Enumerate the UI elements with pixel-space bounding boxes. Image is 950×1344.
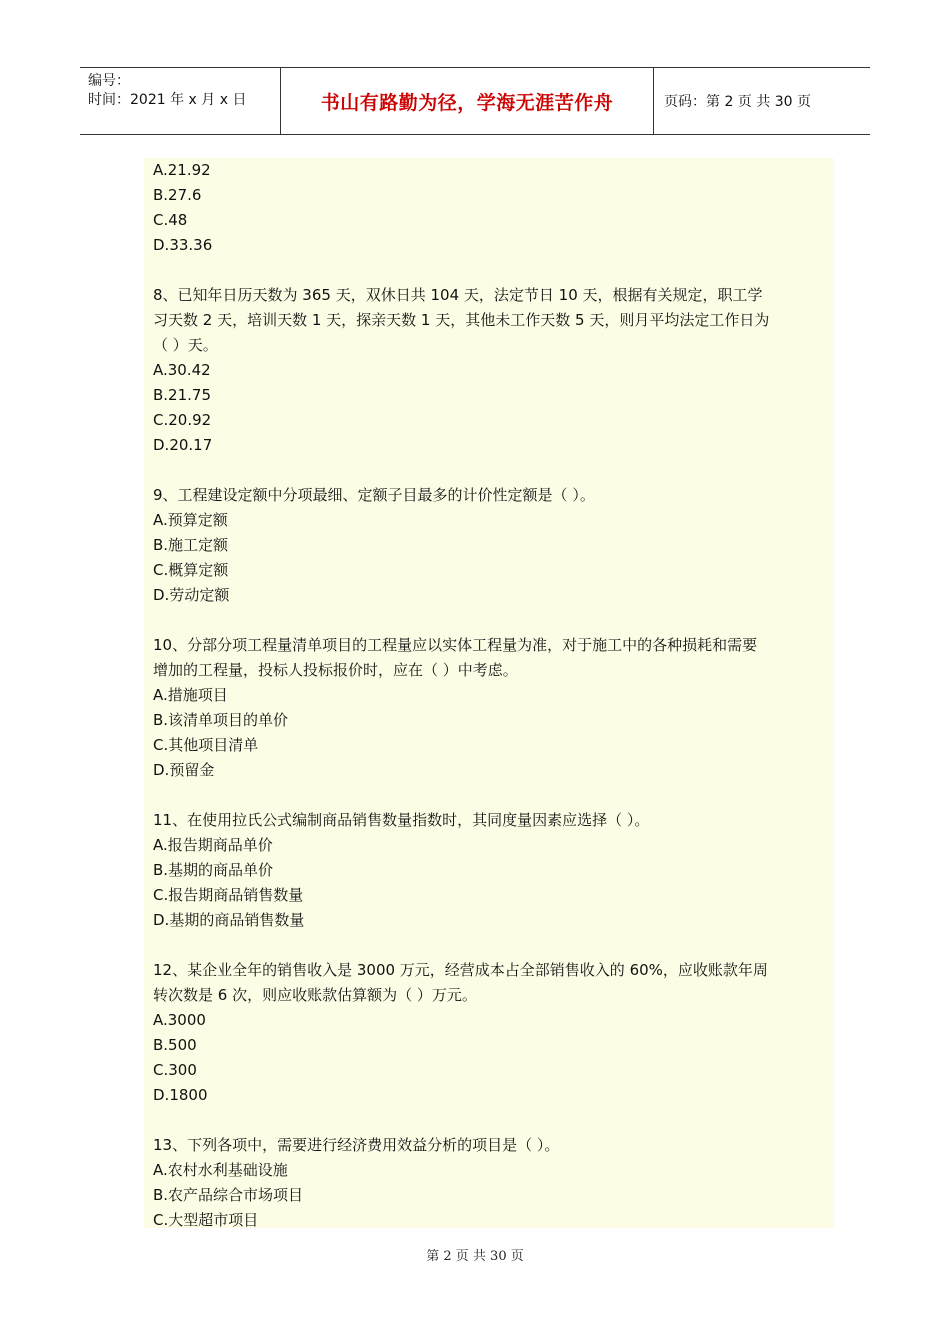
option: C.48 bbox=[153, 211, 188, 229]
option: D.基期的商品销售数量 bbox=[153, 911, 305, 929]
option: A.预算定额 bbox=[153, 511, 228, 529]
option: D.劳动定额 bbox=[153, 586, 230, 604]
previous-question-options bbox=[153, 158, 825, 258]
question-stem: 10、分部分项工程量清单项目的工程量应以实体工程量为准，对于施工中的各种损耗和需要 bbox=[153, 636, 758, 654]
option: A.3000 bbox=[153, 1011, 206, 1029]
question-11 bbox=[153, 808, 825, 933]
option: A.农村水利基础设施 bbox=[153, 1161, 288, 1179]
option: A.报告期商品单价 bbox=[153, 836, 273, 854]
question-10 bbox=[153, 633, 825, 783]
option: D.1800 bbox=[153, 1086, 208, 1104]
question-8 bbox=[153, 283, 825, 458]
option: C.20.92 bbox=[153, 411, 212, 429]
option: B.施工定额 bbox=[153, 536, 229, 554]
question-9 bbox=[153, 483, 825, 608]
option: C.报告期商品销售数量 bbox=[153, 886, 304, 904]
option: C.300 bbox=[153, 1061, 197, 1079]
page-footer: 第 2 页 共 30 页 bbox=[426, 1249, 524, 1264]
question-stem: 8、已知年日历天数为 365 天，双休日共 104 天，法定节日 10 天，根据有关规定，职工学 bbox=[153, 286, 763, 304]
question-stem: 12、某企业全年的销售收入是 3000 万元，经营成本占全部销售收入的 60%，应收账款年周 bbox=[153, 961, 768, 979]
header-page-code: 页码：第 2 页 共 30 页 bbox=[664, 94, 811, 110]
option: B.500 bbox=[153, 1036, 197, 1054]
header-meta bbox=[80, 68, 281, 134]
question-stem: 13、下列各项中，需要进行经济费用效益分析的项目是（ ）。 bbox=[153, 1136, 560, 1154]
question-stem: 习天数 2 天，培训天数 1 天，探亲天数 1 天，其他未工作天数 5 天，则月平均法定工作日为 bbox=[153, 311, 770, 329]
option: C.大型超市项目 bbox=[153, 1211, 259, 1229]
header-motto: 书山有路勤为径，学海无涯苦作舟 bbox=[281, 68, 654, 134]
option: C.概算定额 bbox=[153, 561, 229, 579]
option: B.该清单项目的单价 bbox=[153, 711, 289, 729]
option: A.30.42 bbox=[153, 361, 211, 379]
question-stem: 增加的工程量，投标人投标报价时，应在（ ）中考虑。 bbox=[153, 661, 518, 679]
option: B.21.75 bbox=[153, 386, 212, 404]
option: D.20.17 bbox=[153, 436, 213, 454]
question-stem: （ ）天。 bbox=[153, 336, 218, 354]
option: A.21.92 bbox=[153, 161, 211, 179]
option: C.其他项目清单 bbox=[153, 736, 259, 754]
question-stem: 11、在使用拉氏公式编制商品销售数量指数时，其同度量因素应选择（ ）。 bbox=[153, 811, 650, 829]
question-stem: 转次数是 6 次，则应收账款估算额为（ ）万元。 bbox=[153, 986, 477, 1004]
number-label: 编号： bbox=[88, 73, 130, 89]
question-12 bbox=[153, 958, 825, 1108]
option: B.27.6 bbox=[153, 186, 202, 204]
time-label: 时间：2021 年 x 月 x 日 bbox=[88, 92, 247, 108]
question-stem: 9、工程建设定额中分项最细、定额子目最多的计价性定额是（ ）。 bbox=[153, 486, 595, 504]
option: A.措施项目 bbox=[153, 686, 228, 704]
page-header bbox=[80, 67, 870, 135]
option: D.预留金 bbox=[153, 761, 215, 779]
option: B.基期的商品单价 bbox=[153, 861, 274, 879]
question-content bbox=[144, 158, 834, 1228]
option: B.农产品综合市场项目 bbox=[153, 1186, 304, 1204]
question-13 bbox=[153, 1133, 825, 1233]
option: D.33.36 bbox=[153, 236, 213, 254]
